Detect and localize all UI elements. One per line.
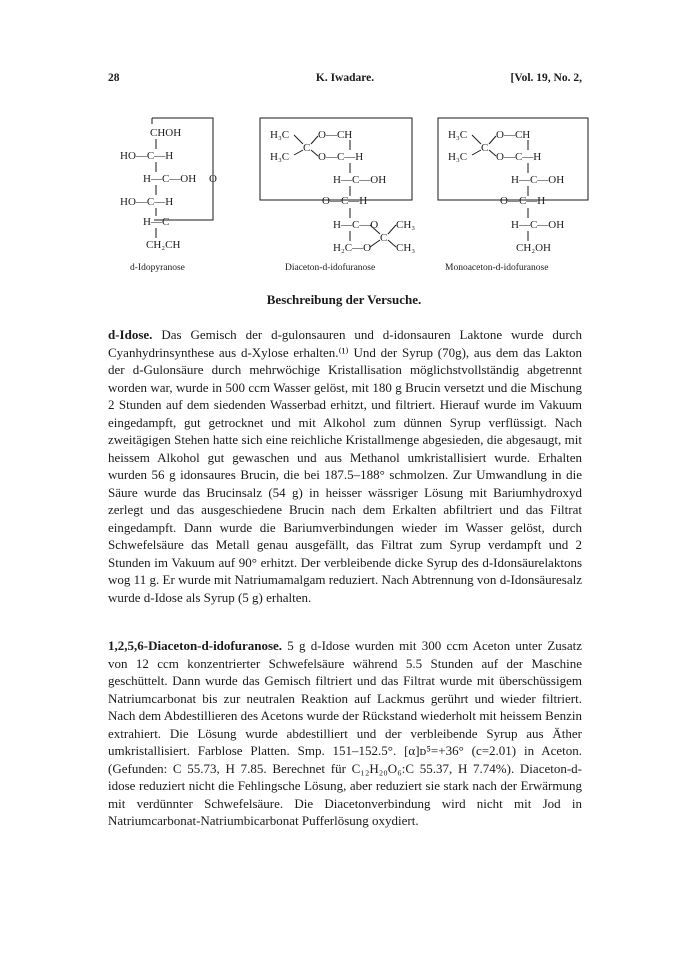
monoaceton-o-c-h: O—C—H [496,151,542,163]
diaceton-h3c-1: H₃C [270,129,290,141]
diaceton-h-c-oh: H—C—OH [333,174,387,186]
formula-drawing [100,112,600,282]
idopyranose-line-2: HO—C—H [120,150,174,162]
monoaceton-caption: Monoaceton-d-idofuranose [445,263,549,273]
monoaceton-h3c-2: H₃C [448,151,468,163]
idopyranose-line-6: CH₂CH [146,239,181,251]
volume-info: [Vol. 19, No. 2, [510,72,582,84]
idopyranose-line-1: CHOH [150,127,182,139]
paragraph-body: Das Gemisch der d-gulonsauren und d-idonsauren Laktone wurde durch Cyanhydrinsynthese aus d-Xylose erhalten.⁽¹⁾ Und der Syrup (70g), aus dem das Lakton der d-Gulonsäure durch mehrwöchige Kristallisation möglichstvollständig abgetrennt worden war, wurde in 500 ccm Wasser gelöst, mit 180 g Brucin versetzt und die Mischung 2 Stunden auf dem siedenden Wasserbad erhitzt, und filtriert. Hierauf wurde im Vakuum eingedampft, gut getrocknet und mit Alkohol zum dünnen Syrup verflüssigt. Nach zweitägigen Stehen hatte sich eine reichliche Kristallmenge abgesieden, die abgesaugt, mit heissem Alkohol gut gewaschen und aus Methanol umkristallisiert wurde. Erhalten wurden 56 g idonsaures Brucin, die bei 187.5–188° schmolzen. Zur Umwandlung in die Säure wurde das Brucinsalz (54 g) in heisser wässriger Lösung mit Bariumhydroxyd zerlegt und das ausgeschiedene Brucin nach dem Erkalten abfiltriert und das Filtrat eingedampft. Dann wurde die Bariumverbindungen wieder im Wasser gelöst, durch Schwefelsäure das Metall genau ausgefällt, das Filtrat zum Syrup verdampft und 2 Stunden im Vakuum auf 90° erhitzt. Der verbleibende dicke Syrup des d-Idonsäurelaktons wog 11 g. Er wurde mit Natriumamalgam reduziert. Nach Abtrennung von d-Idonsäuresalz wurde d-Idose als Syrup (5 g) erhalten. [108,327,582,605]
diaceton-h-c-o: H—C—O [333,219,379,231]
monoaceton-line-3: H—C—OH [511,219,565,231]
diaceton-c-bottom: C [380,232,388,244]
formula-monoaceton [438,118,588,273]
idopyranose-line-4: HO—C—H [120,196,174,208]
paragraph-body: 5 g d-Idose wurden mit 300 ccm Aceton unter Zusatz von 12 ccm konzentrierter Schwefelsäure während 5.5 Stunden auf der Maschine geschüttelt. Dann wurde das Gemisch filtriert und das Filtrat wurde mit überschüssigem Natriumcarbonat bis zur neutralen Reaktion auf Lackmus gerührt und wieder filtriert. Nach dem Abdestillieren des Acetons wurde der Rückstand wiederholt mit heissem Benzin extrahiert. Die Lösung wurde abdestilliert und der verbleibende Syrup aus Äther umkristallisiert. Farblose Platten. Smp. 151–152.5°. [α]ᴅ⁵=+36° (c=2.01) in Aceton. (Gefunden: C 55.73, H 7.85. Berechnet für C₁₂H₂₀O₆:C 55.37, H 7.74%). Diaceton-d-idose reduziert nicht die Fehlingsche Lösung, aber reduziert sie stark nach der Erwärmung mit verdünnter Schwefelsäure. Die Diacetonverbindung wird nicht mit Jod in Natriumcarbonat-Natriumbicarbonat Pufferlösung oxydiert. [108,638,582,828]
diaceton-caption: Diaceton-d-idofuranose [285,263,376,273]
monoaceton-c-top: C [481,142,489,154]
paragraph-lead: 1,2,5,6-Diaceton-d-idofuranose. [108,638,283,653]
diaceton-h2c-o: H₂C—O [333,242,372,254]
diaceton-ch3-2: CH₃ [396,242,416,254]
monoaceton-line-2: O—C—H [500,195,546,207]
page-number: 28 [108,72,120,84]
diaceton-h3c-2: H₃C [270,151,290,163]
paragraph-diaceton [108,637,582,830]
monoaceton-o-ch: O—CH [496,129,531,141]
structural-formulas [100,112,600,282]
section-title: Beschreibung der Versuche. [266,292,422,307]
idopyranose-line-5: H—C [143,216,170,228]
monoaceton-line-1: H—C—OH [511,174,565,186]
diaceton-ch3-1: CH₃ [396,219,416,231]
diaceton-ring-o: O—C—H [322,195,368,207]
diaceton-o-ch: O—CH [318,129,353,141]
idopyranose-line-3: H—C—OH [143,173,197,185]
formula-diaceton [260,118,415,273]
paragraph-d-idose [108,326,582,606]
running-header [108,72,582,88]
idopyranose-caption: d-Idopyranose [130,263,185,273]
formula-idopyranose [120,118,217,273]
monoaceton-line-4: CH₂OH [516,242,552,254]
monoaceton-h3c-1: H₃C [448,129,468,141]
diaceton-o-c-h: O—C—H [318,151,364,163]
diaceton-c-top: C [303,142,311,154]
running-title: K. Iwadare. [315,72,375,84]
idopyranose-ring-o: O [209,173,217,185]
paragraph-lead: d-Idose. [108,327,153,342]
